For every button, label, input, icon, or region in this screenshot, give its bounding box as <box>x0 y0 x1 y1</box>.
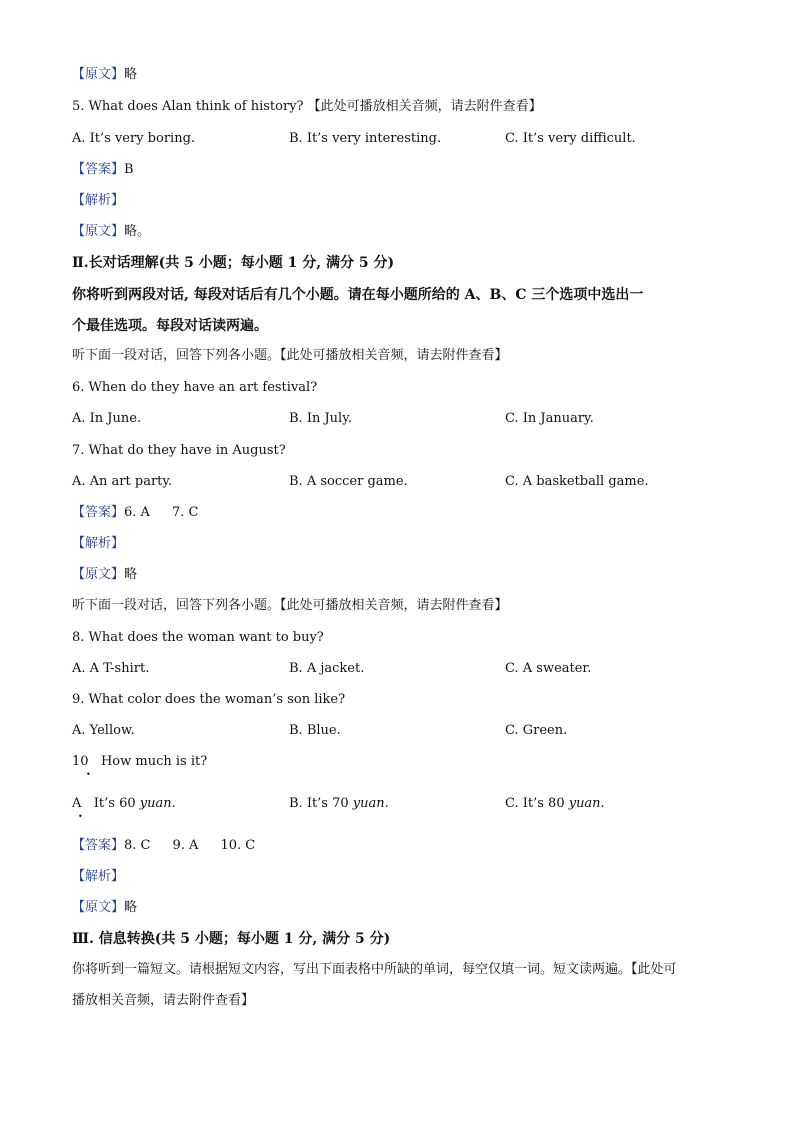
answer-line-q5 <box>72 161 134 179</box>
option-prefix: A <box>72 796 82 811</box>
question-7-options <box>0 473 794 491</box>
audio-note: 【此处可播放相关音频，请去附件查看】 <box>280 598 508 613</box>
option-c: C. A basketball game. <box>505 474 649 489</box>
option-a: A. A T-shirt. <box>72 661 150 676</box>
dot-mark: • <box>78 812 83 821</box>
section-2-heading: Ⅱ.长对话理解(共 5 小题；每小题 1 分, 满分 5 分) <box>72 255 395 271</box>
section-3-heading: Ⅲ. 信息转换(共 5 小题；每小题 1 分, 满分 5 分) <box>72 931 391 947</box>
answer-line-dialog-1 <box>72 504 198 522</box>
yuanwen-line-q4 <box>72 66 137 84</box>
question-9-stem: 9. What color does the woman’s son like? <box>72 692 346 707</box>
question-6-stem: 6. When do they have an art festival? <box>72 380 318 395</box>
option-b <box>289 795 389 813</box>
answer-9: 9. A <box>172 838 199 853</box>
option-b: B. It’s very interesting. <box>289 131 442 146</box>
question-number: 10 <box>72 754 89 769</box>
option-b: B. A soccer game. <box>289 474 408 489</box>
dot-mark: • <box>86 770 91 779</box>
option-c: C. A sweater. <box>505 661 592 676</box>
question-5-options <box>0 130 794 148</box>
option-a: A. Yellow. <box>72 723 135 738</box>
answer-10: 10. C <box>220 838 256 853</box>
answer-8: 8. C <box>124 838 151 853</box>
intro-text: 听下面一段对话，回答下列各小题。 <box>72 598 281 613</box>
answer-6: 6. A <box>124 505 150 520</box>
analysis-line-dialog-1 <box>72 535 124 553</box>
answer-value: B <box>124 162 134 177</box>
analysis-label: 【解析】 <box>72 193 125 208</box>
dialog-2-intro <box>72 597 508 615</box>
option-b: B. In July. <box>289 411 352 426</box>
option-unit: yuan. <box>568 796 605 811</box>
option-text: C. It’s 80 <box>505 796 569 811</box>
option-b: B. A jacket. <box>289 661 365 676</box>
section-3-instruction-line2: 播放相关音频，请去附件查看】 <box>72 993 255 1008</box>
yuanwen-label: 【原文】 <box>72 67 125 82</box>
option-a: A. In June. <box>72 411 142 426</box>
yuanwen-label: 【原文】 <box>72 900 125 915</box>
question-5-stem <box>72 98 542 116</box>
yuanwen-text: 略 <box>124 900 138 915</box>
yuanwen-text: 略 <box>124 567 138 582</box>
yuanwen-line-dialog-2 <box>72 899 137 917</box>
answer-label: 【答案】 <box>72 162 125 177</box>
analysis-line-q5 <box>72 192 124 210</box>
yuanwen-line-q5 <box>72 223 150 241</box>
option-c: C. It’s very difficult. <box>505 131 636 146</box>
section-2-instruction-line1: 你将听到两段对话, 每段对话后有几个小题。请在每小题所给的 A、B、C 三个选项中选出一 <box>72 287 644 303</box>
analysis-line-dialog-2 <box>72 868 124 886</box>
option-c <box>505 795 605 813</box>
yuanwen-text: 略 <box>124 67 138 82</box>
option-b: B. Blue. <box>289 723 341 738</box>
option-a <box>72 795 176 813</box>
option-text: It’s 60 <box>93 796 140 811</box>
option-unit: yuan. <box>352 796 389 811</box>
yuanwen-line-dialog-1 <box>72 566 137 584</box>
question-text: 5. What does Alan think of history? <box>72 99 304 114</box>
option-unit: yuan. <box>139 796 176 811</box>
option-c: C. Green. <box>505 723 568 738</box>
section-2-instruction-line2: 个最佳选项。每段对话读两遍。 <box>72 318 268 334</box>
section-3-instruction-line1: 你将听到一篇短文。请根据短文内容，写出下面表格中所缺的单词，每空仅填一词。短文读两遍。【此处可 <box>72 962 677 977</box>
question-10-stem <box>72 753 207 771</box>
yuanwen-text: 略。 <box>124 224 151 239</box>
analysis-label: 【解析】 <box>72 536 125 551</box>
question-10-options <box>0 795 794 813</box>
answer-7: 7. C <box>171 505 199 520</box>
option-c: C. In January. <box>505 411 594 426</box>
question-9-options <box>0 722 794 740</box>
option-text: B. It’s 70 <box>289 796 353 811</box>
question-6-options <box>0 410 794 428</box>
audio-note: 【此处可播放相关音频，请去附件查看】 <box>280 348 508 363</box>
option-a: A. An art party. <box>72 474 173 489</box>
question-text: How much is it? <box>100 754 208 769</box>
audio-note: 【此处可播放相关音频，请去附件查看】 <box>307 99 542 114</box>
yuanwen-label: 【原文】 <box>72 224 125 239</box>
intro-text: 听下面一段对话，回答下列各小题。 <box>72 348 281 363</box>
yuanwen-label: 【原文】 <box>72 567 125 582</box>
question-8-options <box>0 660 794 678</box>
answer-label: 【答案】 <box>72 838 125 853</box>
analysis-label: 【解析】 <box>72 869 125 884</box>
answer-line-dialog-2 <box>72 837 255 855</box>
answer-label: 【答案】 <box>72 505 125 520</box>
question-7-stem: 7. What do they have in August? <box>72 443 286 458</box>
question-8-stem: 8. What does the woman want to buy? <box>72 630 324 645</box>
option-a: A. It’s very boring. <box>72 131 196 146</box>
dialog-1-intro <box>72 347 508 365</box>
